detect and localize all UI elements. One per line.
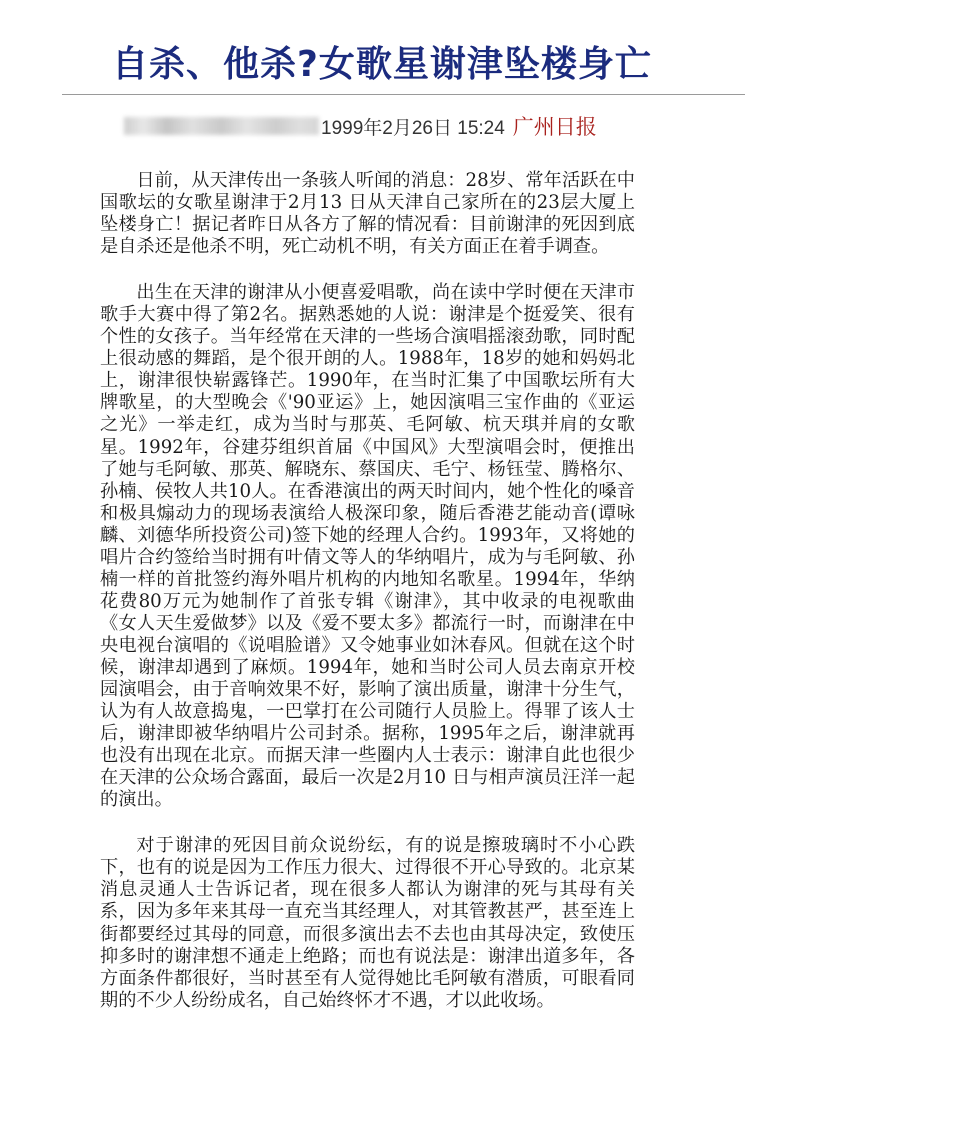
headline-divider (62, 94, 745, 95)
blurred-author-block (124, 117, 319, 135)
article-paragraph: 出生在天津的谢津从小便喜爱唱歌，尚在读中学时便在天津市歌手大赛中得了第2名。据熟悉她的人说：谢津是个挺爱笑、很有个性的女孩子。当年经常在天津的一些场合演唱摇滚劲歌，同时配上很动感的舞蹈，是个很开朗的人。1988年，18岁的她和妈妈北上，谢津很快崭露锋芒。1990年，在当时汇集了中国歌坛所有大牌歌星，的大型晚会《'90亚运》上，她因演唱三宝作曲的《亚运之光》一举走红，成为当时与那英、毛阿敏、杭天琪并肩的女歌星。1992年，谷建芬组织首届《中国风》大型演唱会时，便推出了她与毛阿敏、那英、解晓东、蔡国庆、毛宁、杨钰莹、腾格尔、孙楠、侯牧人共10人。在香港演出的两天时间内，她个性化的嗓音和极具煽动力的现场表演给人极深印象，随后香港艺能动音(谭咏麟、刘德华所投资公司)签下她的经理人合约。1993年，又将她的唱片合约签给当时拥有叶倩文等人的华纳唱片，成为与毛阿敏、孙楠一样的首批签约海外唱片机构的内地知名歌星。1994年，华纳花费80万元为她制作了首张专辑《谢津》，其中收录的电视歌曲《女人天生爱做梦》以及《爱不要太多》都流行一时，而谢津在中央电视台演唱的《说唱脸谱》又令她事业如沐春风。但就在这个时候，谢津却遇到了麻烦。1994年，她和当时公司人员去南京开校园演唱会，由于音响效果不好，影响了演出质量，谢津十分生气，认为有人故意捣鬼，一巴掌打在公司随行人员脸上。得罪了该人士后，谢津即被华纳唱片公司封杀。据称，1995年之后，谢津就再也没有出现在北京。而据天津一些圈内人士表示：谢津自此也很少在天津的公众场合露面，最后一次是2月10 日与相声演员汪洋一起的演出。 (100, 282, 635, 811)
article-headline: 自杀、他杀?女歌星谢津坠楼身亡 (112, 44, 652, 85)
article-paragraph: 日前，从天津传出一条骇人听闻的消息：28岁、常年活跃在中国歌坛的女歌星谢津于2月13 日从天津自己家所在的23层大厦上坠楼身亡！据记者昨日从各方了解的情况看：目前谢津的死因到底是自杀还是他杀不明，死亡动机不明，有关方面正在着手调查。 (100, 170, 635, 258)
article-paragraph: 对于谢津的死因目前众说纷纭，有的说是擦玻璃时不小心跌下，也有的说是因为工作压力很大、过得很不开心导致的。北京某消息灵通人士告诉记者，现在很多人都认为谢津的死与其母有关系，因为多年来其母一直充当其经理人，对其管教甚严，甚至连上街都要经过其母的同意，而很多演出去不去也由其母决定，致使压抑多时的谢津想不通走上绝路；而也有说法是：谢津出道多年，各方面条件都很好，当时甚至有人觉得她比毛阿敏有潜质，可眼看同期的不少人纷纷成名，自己始终怀才不遇，才以此收场。 (100, 835, 635, 1011)
article-source: 广州日报 (512, 115, 597, 139)
article-byline (124, 112, 597, 140)
article-body (100, 170, 635, 1036)
article-date: 1999年2月26日 15:24 (321, 117, 505, 139)
